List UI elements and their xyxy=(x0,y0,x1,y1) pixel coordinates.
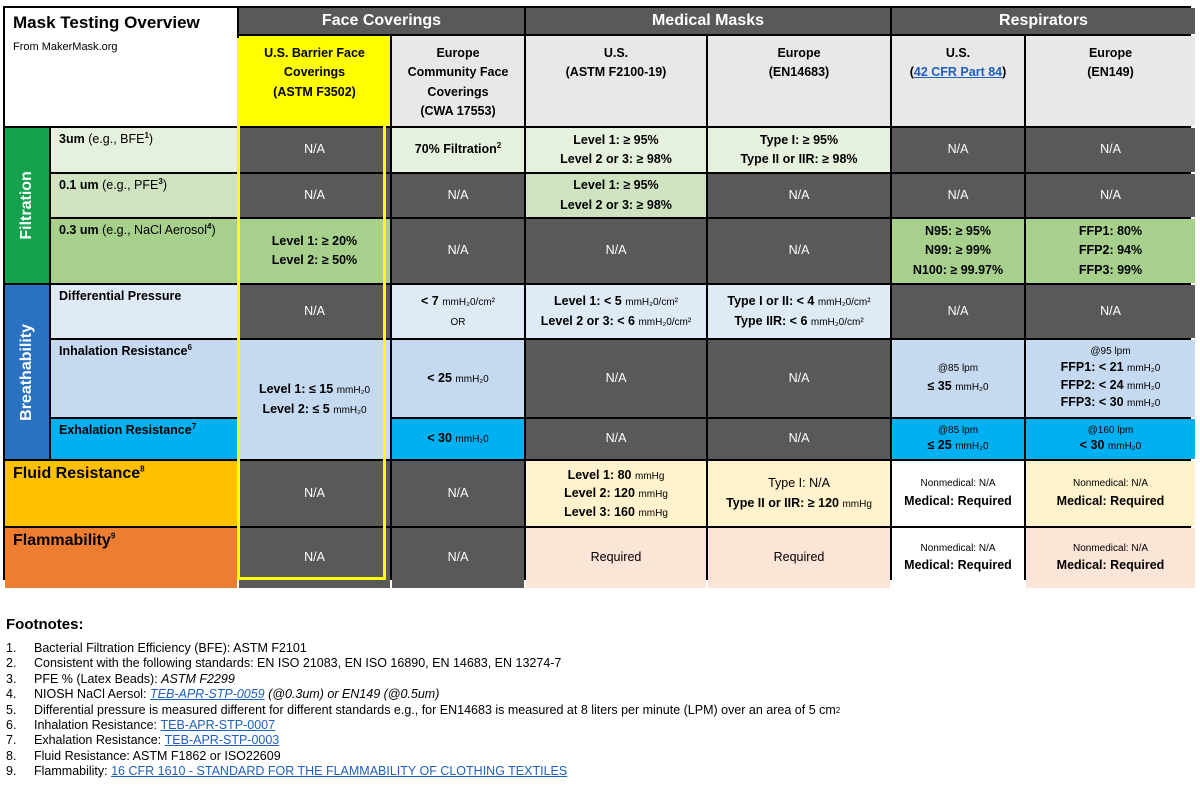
cell-line: Level 2: ≥ 50% xyxy=(271,253,358,267)
row-label-close: ) xyxy=(162,178,167,193)
footnote-ref: 4 xyxy=(207,222,212,231)
cell-unit: mmHg xyxy=(638,489,668,501)
footnote-italic: (@0.3um) or EN149 (@0.5um) xyxy=(264,687,440,702)
col-header-us-barrier xyxy=(239,36,390,126)
cell-na: N/A xyxy=(892,128,1024,172)
group-respirators: Respirators xyxy=(892,8,1195,34)
cell-inh-en149 xyxy=(1026,340,1195,417)
footnote-text: Fluid Resistance: ASTM F1862 or ISO22609 xyxy=(34,748,281,763)
cell-na: N/A xyxy=(708,340,890,417)
cell-na: N/A xyxy=(708,174,890,217)
footnote-text: Differential pressure is measured different for different standards e.g., for EN14683 is measured at 8 liters per minute (LPM) over an area of 5 cm xyxy=(34,702,836,717)
group-face-coverings: Face Coverings xyxy=(239,8,524,34)
cell-inh-niosh xyxy=(892,340,1024,417)
cell-0-3um-barrier xyxy=(239,219,390,283)
cell-unit: mmH₂0/cm² xyxy=(625,297,678,309)
cell-unit: mmH₂0/cm² xyxy=(638,316,692,328)
row-label-close: ) xyxy=(148,132,154,147)
footnotes xyxy=(6,616,1186,780)
footnote-item xyxy=(6,656,1186,671)
cell-line: Level 2 or 3: ≥ 98% xyxy=(560,197,672,212)
row-label-text: 3um xyxy=(59,132,85,147)
row-label-example: (e.g., BFE xyxy=(88,132,145,147)
cell-0-1um-astm-f2100 xyxy=(526,174,706,217)
cell-line: FFP2: 94% xyxy=(1078,243,1143,258)
cell-line: Level 1: ≥ 95% xyxy=(573,132,659,147)
col-header-line: U.S. Barrier Face xyxy=(264,46,365,60)
cell-note: @85 lpm xyxy=(937,363,979,375)
cell-unit: mmH₂0 xyxy=(1107,441,1142,453)
cell-inh-exh-barrier xyxy=(239,340,390,459)
footnote-text: NIOSH NaCl Aersol: xyxy=(34,687,151,702)
footnote-text: Consistent with the following standards: EN ISO 21083, EN ISO 16890, EN 14683, EN 13274-7 xyxy=(34,656,562,671)
cell-flam-niosh xyxy=(892,528,1024,588)
cell-na: N/A xyxy=(392,219,524,283)
row-label-flammability xyxy=(5,528,237,588)
footnote-item xyxy=(6,641,1186,656)
section-label: Filtration xyxy=(17,171,35,240)
col-header-us-42cfr xyxy=(892,36,1024,126)
cell-value: ≤ 35 xyxy=(927,378,952,393)
row-label-example: (e.g., NaCl Aerosol xyxy=(102,223,208,238)
footnote-ref: 9 xyxy=(110,531,116,541)
footnote-ref: 1 xyxy=(144,131,149,140)
cell-na: N/A xyxy=(892,285,1024,338)
cell-line: Level 1: ≥ 95% xyxy=(573,178,659,193)
cell-line: Level 1: ≥ 20% xyxy=(271,233,358,248)
footnote-item xyxy=(6,764,1186,779)
cell-note: Nonmedical: N/A xyxy=(1072,478,1149,490)
footnotes-heading: Footnotes: xyxy=(6,616,84,633)
cell-na: N/A xyxy=(892,174,1024,217)
cell-value: Level 2 or 3: < 6 xyxy=(540,313,635,328)
page-subtitle: From MakerMask.org xyxy=(13,40,118,53)
footnote-number: 3. xyxy=(6,671,17,686)
page-title: Mask Testing Overview xyxy=(13,13,200,32)
cell-na: N/A xyxy=(239,128,390,172)
cell-value: < 30 xyxy=(427,431,452,446)
col-header-link-line: (42 CFR Part 84) xyxy=(909,65,1007,80)
cell-note: @85 lpm xyxy=(937,424,979,436)
cell-line: FFP3: 99% xyxy=(1078,262,1143,277)
cell-note: Nonmedical: N/A xyxy=(920,542,996,554)
cell-line: N99: ≥ 99% xyxy=(925,243,991,258)
footnote-number: 9. xyxy=(6,764,17,779)
cell-line: FFP1: 80% xyxy=(1078,223,1143,238)
cell-na: N/A xyxy=(708,219,890,283)
cell-value: Medical: Required xyxy=(1056,493,1165,508)
row-label-0-1um xyxy=(51,174,237,217)
footnote-text: Flammability: xyxy=(34,764,112,779)
row-label-text: Differential Pressure xyxy=(59,289,182,303)
cell-na: N/A xyxy=(526,340,706,417)
cell-value: Level 2: ≤ 5 xyxy=(262,401,330,416)
cell-value: FFP2: < 24 xyxy=(1060,377,1124,392)
footnote-item xyxy=(6,749,1186,764)
footnote-number: 6. xyxy=(6,718,17,733)
group-medical-masks: Medical Masks xyxy=(526,8,890,34)
col-header-line: (ASTM F2100-19) xyxy=(565,65,667,80)
col-header-line: U.S. xyxy=(603,46,629,60)
cell-value: Level 1: < 5 xyxy=(554,294,622,309)
cell-unit: mmH₂0/cm² xyxy=(442,297,495,309)
row-label-example: (e.g., PFE xyxy=(102,178,159,193)
row-label-text: Exhalation Resistance xyxy=(59,423,192,438)
cell-3um-astm-f2100 xyxy=(526,128,706,172)
cell-value: ≤ 25 xyxy=(927,438,952,453)
footnote-item xyxy=(6,672,1186,687)
section-label: Breathability xyxy=(17,323,35,421)
cell-unit: mmH₂0 xyxy=(1127,398,1161,410)
cell-unit: mmH₂0 xyxy=(333,404,367,416)
cell-3um-community xyxy=(392,128,524,172)
col-header-us-astm-f2100 xyxy=(526,36,706,126)
col-header-line: (CWA 17553) xyxy=(420,104,496,119)
cell-line: Type I: ≥ 95% xyxy=(759,132,839,147)
footnote-item xyxy=(6,733,1186,748)
cell-value: Level 2: 120 xyxy=(564,486,635,501)
cell-na: N/A xyxy=(239,174,390,217)
cell-fluid-niosh xyxy=(892,461,1024,526)
cell-flam-en14683: Required xyxy=(708,528,890,588)
cell-0-3um-en149 xyxy=(1026,219,1195,283)
cell-value: Level 3: 160 xyxy=(564,504,635,519)
row-label-inhalation-resistance xyxy=(51,340,237,417)
cell-na: N/A xyxy=(392,461,524,526)
table-title-cell xyxy=(5,8,237,126)
cell-unit: mmH₂0 xyxy=(955,381,989,393)
col-header-line: (ASTM F3502) xyxy=(273,84,356,99)
col-header-line: (EN149) xyxy=(1087,65,1134,80)
row-label-text: Inhalation Resistance xyxy=(59,344,188,359)
cell-unit: mmH₂0 xyxy=(455,434,489,446)
footnote-ref: 2 xyxy=(496,141,502,151)
mask-testing-table xyxy=(3,6,1191,580)
cell-unit: mmH₂0 xyxy=(1127,380,1161,392)
footnote-link[interactable]: TEB-APR-STP-0003 xyxy=(164,733,280,748)
cell-na: N/A xyxy=(1026,128,1195,172)
cell-na: N/A xyxy=(1026,285,1195,338)
row-label-fluid-resistance xyxy=(5,461,237,526)
col-header-europe-en149 xyxy=(1026,36,1195,126)
cell-na: N/A xyxy=(392,174,524,217)
cell-line: N95: ≥ 95% xyxy=(925,223,991,238)
footnote-item xyxy=(6,687,1186,702)
footnote-item xyxy=(6,703,1186,718)
cell-dp-community xyxy=(392,285,524,338)
footnote-number: 8. xyxy=(6,748,17,763)
footnote-text: Bacterial Filtration Efficiency (BFE): ASTM F2101 xyxy=(34,641,307,655)
footnote-ref: 3 xyxy=(158,177,163,186)
footnote-text: Exhalation Resistance: xyxy=(34,733,165,748)
footnote-number: 7. xyxy=(6,733,17,748)
cell-fluid-astm-f2100 xyxy=(526,461,706,526)
cell-na: N/A xyxy=(526,219,706,283)
cell-unit: mmH₂0/cm² xyxy=(817,297,871,309)
cell-unit: mmH₂0 xyxy=(336,385,371,397)
row-label-differential-pressure xyxy=(51,285,237,338)
cell-value: Type I or II: < 4 xyxy=(727,294,815,309)
footnote-ref: 7 xyxy=(191,422,197,431)
footnote-number: 5. xyxy=(6,702,17,717)
cell-unit: mmHg xyxy=(638,507,668,519)
cell-note: Nonmedical: N/A xyxy=(920,478,996,490)
footnote-sup: 2 xyxy=(835,705,841,715)
cell-dp-astm-f2100 xyxy=(526,285,706,338)
cell-na: N/A xyxy=(1026,174,1195,217)
cell-value: Level 1: 80 xyxy=(567,467,632,482)
cell-na: N/A xyxy=(526,419,706,459)
row-label-0-3um xyxy=(51,219,237,283)
cell-na: N/A xyxy=(392,528,524,588)
footnote-text: Inhalation Resistance: xyxy=(34,718,161,733)
cell-na: N/A xyxy=(239,461,390,526)
cell-exh-en149 xyxy=(1026,419,1195,459)
cell-line: N100: ≥ 99.97% xyxy=(912,262,1004,277)
footnote-italic: ASTM F2299 xyxy=(161,671,235,686)
cell-exh-niosh xyxy=(892,419,1024,459)
footnote-link[interactable]: 16 CFR 1610 - STANDARD FOR THE FLAMMABILITY OF CLOTHING TEXTILES xyxy=(111,764,568,779)
cell-unit: mmH₂0 xyxy=(1127,363,1161,375)
cell-value: < 25 xyxy=(427,370,452,385)
footnote-link[interactable]: TEB-APR-STP-0059 xyxy=(150,687,265,702)
cell-note: @160 lpm xyxy=(1087,424,1134,436)
cell-unit: mmH₂0 xyxy=(455,373,489,385)
cell-note: Nonmedical: N/A xyxy=(1072,542,1149,554)
cell-line: Level 2 or 3: ≥ 98% xyxy=(560,152,672,166)
col-header-line: U.S. xyxy=(945,46,971,60)
footnote-list xyxy=(6,641,1186,780)
col-header-line: Community Face xyxy=(407,65,509,80)
cell-inh-community xyxy=(392,340,524,417)
cell-na: N/A xyxy=(239,528,390,588)
cell-flam-astm-f2100: Required xyxy=(526,528,706,588)
cell-or: OR xyxy=(450,317,466,329)
row-label-close: ) xyxy=(211,223,216,238)
row-label-text: Fluid Resistance xyxy=(13,465,141,482)
cell-unit: mmH₂0 xyxy=(955,441,989,453)
cell-value: FFP1: < 21 xyxy=(1060,360,1124,375)
cell-value: < 7 xyxy=(421,294,439,309)
row-label-3um xyxy=(51,128,237,172)
cell-value: Medical: Required xyxy=(1056,558,1165,573)
row-label-text: Flammability xyxy=(13,532,111,549)
footnote-item xyxy=(6,718,1186,733)
col-header-line: Europe xyxy=(777,46,821,60)
col-header-line: (EN14683) xyxy=(768,65,830,80)
cell-fluid-en149 xyxy=(1026,461,1195,526)
col-header-line: Coverings xyxy=(427,84,489,99)
col-header-line: Europe xyxy=(1088,46,1133,60)
row-label-exhalation-resistance xyxy=(51,419,237,459)
cell-value: Type II or IIR: ≥ 120 xyxy=(726,495,839,510)
section-filtration xyxy=(5,128,49,283)
footnote-ref: 6 xyxy=(187,343,192,352)
row-label-text: 0.3 um xyxy=(59,223,99,238)
cell-na: N/A xyxy=(239,285,390,338)
cell-flam-en149 xyxy=(1026,528,1195,588)
cell-value: 70% Filtration xyxy=(414,142,497,157)
cell-value: < 30 xyxy=(1079,438,1105,453)
col-header-europe-community xyxy=(392,36,524,126)
col-header-line: Europe xyxy=(436,46,480,60)
footnote-text: PFE % (Latex Beads): xyxy=(34,671,162,686)
cell-exh-community xyxy=(392,419,524,459)
cell-value: Medical: Required xyxy=(904,558,1012,573)
cell-fluid-en14683 xyxy=(708,461,890,526)
footnote-ref: 8 xyxy=(140,464,145,474)
cell-value: Level 1: ≤ 15 xyxy=(258,382,334,397)
footnote-number: 4. xyxy=(6,687,17,702)
col-header-europe-en14683 xyxy=(708,36,890,126)
cell-unit: mmH₂0/cm² xyxy=(810,316,864,328)
row-label-text: 0.1 um xyxy=(59,178,99,193)
cell-3um-en14683 xyxy=(708,128,890,172)
footnote-number: 1. xyxy=(6,641,17,655)
cell-line: Type II or IIR: ≥ 98% xyxy=(740,152,858,166)
footnote-link[interactable]: TEB-APR-STP-0007 xyxy=(160,718,276,733)
cell-line: Type I: N/A xyxy=(768,476,830,491)
cell-value: FFP3: < 30 xyxy=(1060,395,1124,410)
cell-0-3um-niosh xyxy=(892,219,1024,283)
cell-na: N/A xyxy=(708,419,890,459)
cell-note: @95 lpm xyxy=(1090,346,1131,358)
cell-dp-en14683 xyxy=(708,285,890,338)
col-header-line: Coverings xyxy=(283,65,346,80)
cell-unit: mmHg xyxy=(634,470,665,482)
cell-value: Medical: Required xyxy=(904,493,1012,508)
section-breathability xyxy=(5,285,49,459)
cell-value: Type IIR: < 6 xyxy=(734,313,808,328)
cell-unit: mmHg xyxy=(842,498,872,510)
footnote-number: 2. xyxy=(6,656,17,671)
cfr-part-84-link[interactable]: 42 CFR Part 84 xyxy=(913,65,1003,80)
